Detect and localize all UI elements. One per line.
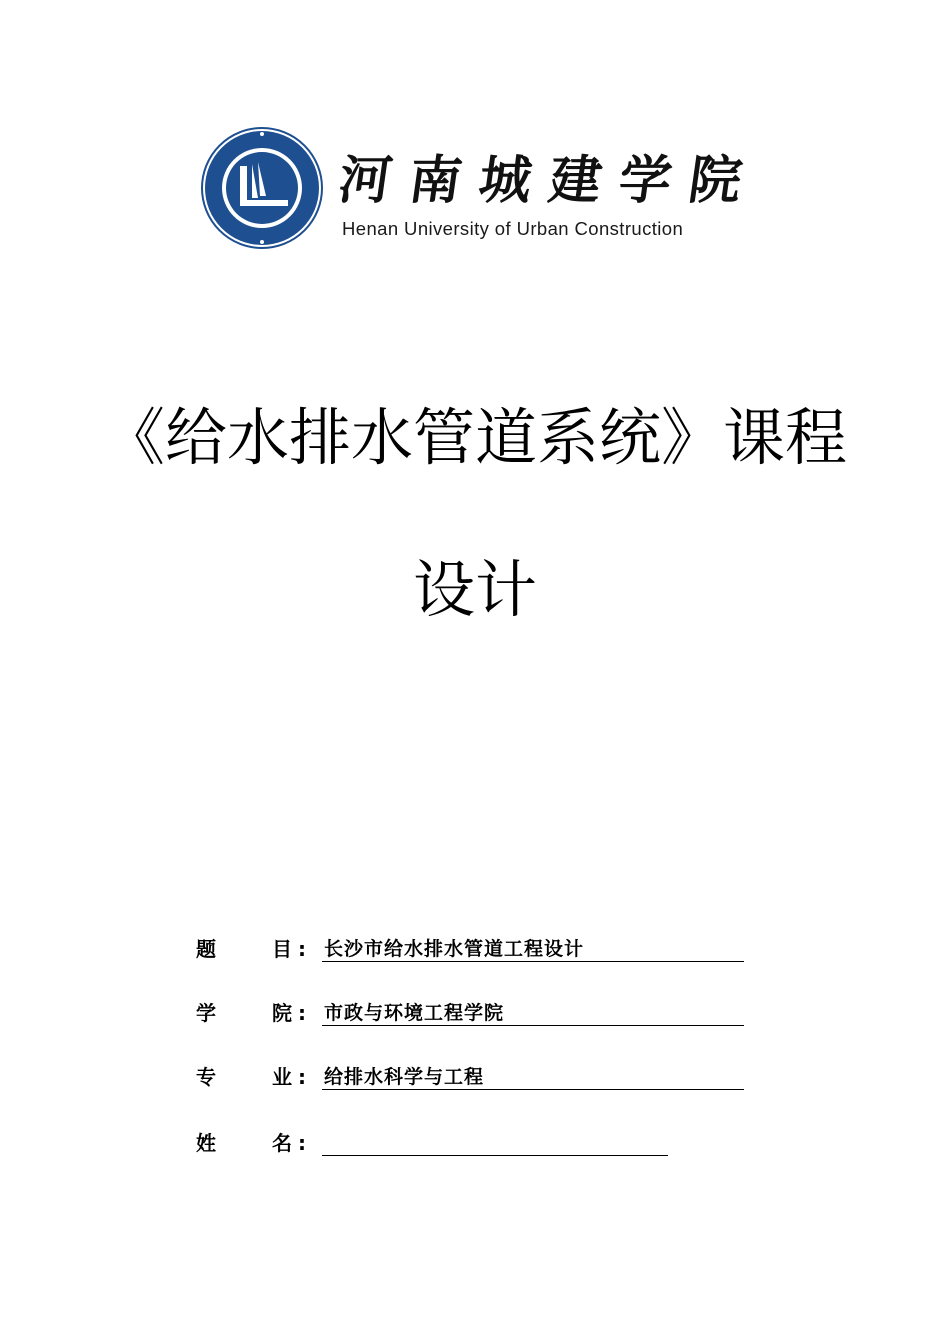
name-value: [322, 1130, 668, 1156]
college-value: 市政与环境工程学院: [322, 1000, 744, 1026]
report-title-line2: 设计: [412, 553, 537, 626]
college-colon: :: [298, 1001, 306, 1025]
name-colon: :: [298, 1131, 306, 1155]
major-value: 给排水科学与工程: [322, 1064, 744, 1090]
info-row-college: 学 院 : 市政与环境工程学院: [196, 1000, 756, 1040]
info-row-major: 专 业 : 给排水科学与工程: [196, 1064, 756, 1104]
university-emblem-icon: [200, 126, 324, 250]
report-title-line1: 《给水排水管道系统》课程: [102, 401, 847, 474]
university-name-en: Henan University of Urban Construction: [342, 218, 684, 239]
topic-colon: :: [298, 937, 306, 961]
info-row-topic: 题 目 : 长沙市给水排水管道工程设计: [196, 936, 756, 976]
major-colon: :: [298, 1065, 306, 1089]
topic-value: 长沙市给水排水管道工程设计: [322, 936, 744, 962]
university-logo: [200, 126, 764, 246]
info-row-name: 姓 名 :: [196, 1130, 756, 1170]
university-name-cn: 河南城建学院: [335, 150, 764, 211]
